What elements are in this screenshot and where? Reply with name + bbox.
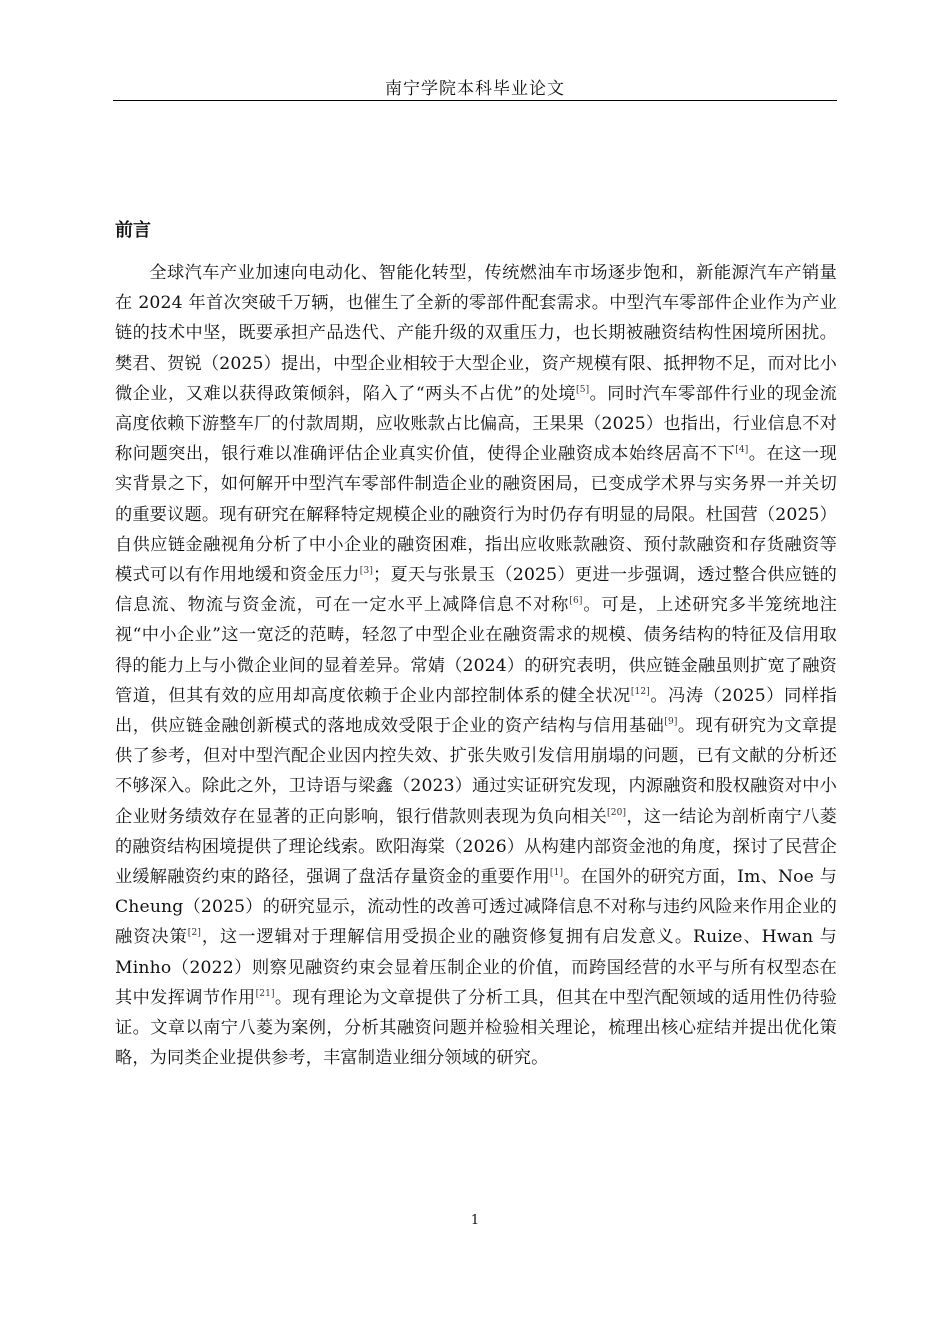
text-run: 。可是，上述研究多半笼统地注视“中小企业”这一宽泛的范畴，轻忽了中型企业在融资需求的规模、债务结构的特征及信用取得的能力上与小微企业间的显着差异。常婧（2024）的研究表明，供应链金融虽则扩宽了融资管道，但其有效的应用却高度依赖于企业内部控制体系的健全状况 bbox=[115, 595, 837, 706]
paragraph bbox=[115, 258, 837, 1073]
text-run: 。在这一现实背景之下，如何解开中型汽车零部件制造企业的融资困局，已变成学术界与实务界一并关切的重要议题。现有研究在解释特定规模企业的融资行为时仍存有明显的局限。杜国营（2025）自供应链金融视角分析了中小企业的融资困难，指出应收账款融资、预付款融资和存货融资等模式可以有作用地缓和资金压力 bbox=[115, 444, 837, 586]
page-number: 1 bbox=[470, 1213, 480, 1228]
citation: [20] bbox=[607, 807, 627, 818]
text-run: 。冯涛（2025）同样指出，供应链金融创新模式的落地成效受限于企业的资产结构与信用基础 bbox=[115, 685, 837, 737]
section-heading: 前言 bbox=[115, 220, 151, 241]
text-run: 。现有研究为文章提供了参考，但对中型汽配企业因内控失效、扩张失败引发信用崩塌的问题，已有文献的分析还不够深入。除此之外，卫诗语与梁鑫（2023）通过实证研究发现，内源融资和股权融资对中小企业财务绩效存在显著的正向影响，银行借款则表现为负向相关 bbox=[115, 716, 837, 827]
page-header: 南宁学院本科毕业论文 bbox=[385, 79, 565, 99]
text-run: 。同时汽车零部件行业的现金流高度依赖下游整车厂的付款周期，应收账款占比偏高，王果果（2025）也指出，行业信息不对称问题突出，银行难以准确评估企业真实价值，使得企业融资成本始终居高不下 bbox=[115, 383, 837, 465]
text-run: ，这一结论为剖析南宁八菱的融资结构困境提供了理论线索。欧阳海棠（2026）从构建内部资金池的角度，探讨了民营企业缓解融资约束的路径，强调了盘活存量资金的重要作用 bbox=[115, 806, 837, 888]
text-run: ，这一逻辑对于理解信用受损企业的融资修复拥有启发意义。Ruize、Hwan 与 Minho（2022）则察见融资约束会显着压制企业的价值，而跨国经营的水平与所有权型态在其中发挥调节作用 bbox=[115, 927, 837, 1008]
citation: [9] bbox=[664, 717, 678, 728]
citation: [6] bbox=[569, 596, 583, 607]
text-run: 。在国外的研究方面，Im、Noe 与 Cheung（2025）的研究显示，流动性的改善可透过减降信息不对称与违约风险来作用企业的融资决策 bbox=[115, 867, 837, 948]
citation: [4] bbox=[735, 445, 749, 456]
citation: [21] bbox=[255, 988, 275, 999]
citation: [3] bbox=[359, 566, 373, 577]
header-rule bbox=[113, 100, 837, 101]
citation: [1] bbox=[549, 868, 564, 879]
citation: [2] bbox=[187, 928, 201, 939]
text-run: ；夏天与张景玉（2025）更进一步强调，透过整合供应链的信息流、物流与资金流，可在一定水平上减降信息不对称 bbox=[115, 565, 837, 616]
citation: [5] bbox=[576, 384, 590, 395]
text-run: 全球汽车产业加速向电动化、智能化转型，传统燃油车市场逐步饱和，新能源汽车产销量在 2024 年首次突破千万辆，也催生了全新的零部件配套需求。中型汽车零部件企业作为产业链的技术中坚，既要承担产品迭代、产能升级的双重压力，也长期被融资结构性困境所困扰。樊君、贺锐（2025）提出，中型企业相较于大型企业，资产规模有限、抵押物不足，而对比小微企业，又难以获得政策倾斜，陷入了“两头不占优”的处境 bbox=[115, 263, 837, 404]
citation: [12] bbox=[630, 686, 650, 697]
text-run: 。现有理论为文章提供了分析工具，但其在中型汽配领域的适用性仍待验证。文章以南宁八菱为案例，分析其融资问题并检验相关理论，梳理出核心症结并提出优化策略，为同类企业提供参考，丰富制造业细分领域的研究。 bbox=[115, 987, 837, 1069]
body-text bbox=[115, 258, 837, 1073]
